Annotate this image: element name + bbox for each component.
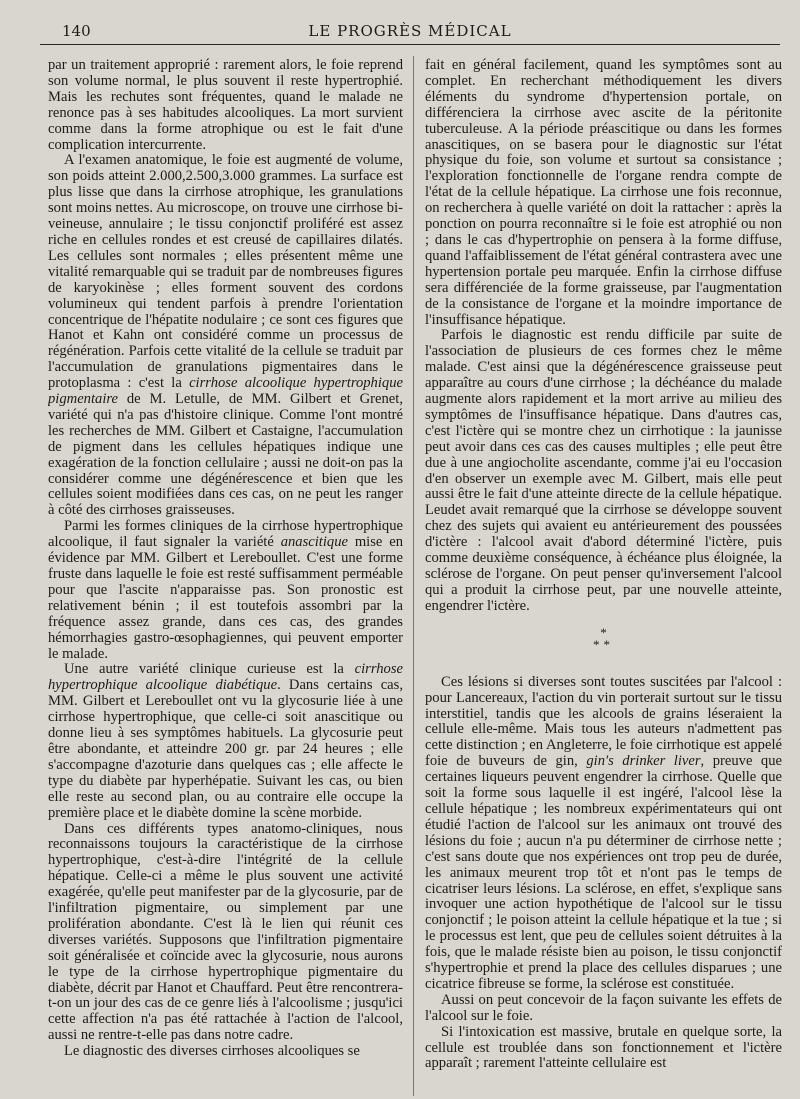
column-divider <box>413 56 414 1096</box>
text-run: , preuve que certaines liqueurs peuvent engendrer la cirrhose. Quelle que soit la forme sous laquelle il est ingéré, l'alcool lèse la cellule hépatique ; les nombreux expérimentateurs qui ont étudié l'action de l'alcool sur les animaux ont trouvé des lésions du foie ; aucun n'a pu déterminer de cirrhose nette ; c'est sans doute que nos expériences ont trop peu de durée, les animaux meurent trop tôt et n'ont pas le temps de cicatriser leurs lésions. La sclérose, en effet, s'explique sans invoquer une action hypothétique de l'alcool sur le tissu conjonctif ; le poison atteint la cellule hépatique et la tue ; si le processus est lent, que peu de cellules soient détruites à la fois, que le malade résiste bien au poison, le tissu conjonctif s'hypertrophie et prend la place des cellules disparues ; une cicatrice fibreuse se forme, la sclérose est constituée. <box>425 753 782 992</box>
paragraph: fait en général facilement, quand les symptômes sont au complet. En recherchant méthodiquement les divers éléments du syndrome d'hypertension portale, on différenciera la cirrhose avec ascite de la péritonite tuberculeuse. A la période préascitique ou dans les formes anascitiques, on se basera pour le diagnostic sur l'état physique du foie, son volume et surtout sa consistance ; l'exploration fonctionnelle de l'organe rendra compte de l'état de la cellule hépatique. La cirrhose une fois reconnue, on recherchera à quelle variété on doit la rattacher : après la ponction on pourra reconnaître si le foie est atrophié ou non ; dans le cas d'hypertrophie on pensera à la forme diffuse, quand l'affaiblissement de l'état général contrastera avec une hypertension portale peu marquée. Enfin la cirrhose diffuse sera différenciée de la forme graisseuse, par l'augmentation de la consistance de l'organe et la moindre importance de l'insuffisance hépatique. <box>425 58 782 328</box>
italic-term: anascitique <box>280 534 348 551</box>
right-column <box>425 58 782 1088</box>
text-run: Parmi les formes cliniques de la cirrhose hypertrophique alcoolique, il faut signaler la variété <box>48 518 403 551</box>
text-run: Une autre variété clinique curieuse est la <box>64 661 355 678</box>
paragraph: Aussi on peut concevoir de la façon suivante les effets de l'alcool sur le foie. <box>425 991 782 1024</box>
paragraph <box>48 662 403 821</box>
text-run: A l'examen anatomique, le foie est augmenté de volume, son poids atteint 2.000,2.500,3.000 grammes. La surface est plus lisse que dans la cirrhose atrophique, les granulations sont moins nettes. Au microscope, on trouve une cirrhose bi-veineuse, annulaire ; le tissu conjonctif proliféré est assez riche en cellules rondes et est creusé de capillaires dilatés. Les cellules sont normales ; elles présentent même une vitalité remarquable qui se traduit par de nombreuses figures de karyokinèse ; elles forment souvent des cordons volumineux qui tendent parfois à prendre l'orientation concentrique de l'hépatite nodulaire ; ce sont ces figures que Hanot et Kahn ont considéré comme un processus de régénération. Parfois cette vitalité de la cellule se traduit par l'accumulation de granulations pigmentaires dans le protoplasma : c'est la <box>48 152 403 392</box>
italic-term: cirrhose alcoolique hypertrophique pigmentaire <box>48 375 403 408</box>
text-run: de M. Letulle, de MM. Gilbert et Grenet, variété qui n'a pas d'histoire clinique. Comme l'ont montré les recherches de MM. Gilbert et Castaigne, l'accumulation de pigment dans les cellules hépatiques indique une exagération de la fonction cellulaire ; aussi ne doit-on pas la considérer comme une dégénérescence et bien que les cellules soient modifiées dans ces cas, on ne peut les ranger à côté des cirrhoses graisseuses. <box>48 391 403 519</box>
text-run: Ces lésions si diverses sont toutes suscitées par l'alcool : pour Lancereaux, l'action du vin porterait surtout sur le tissu interstitiel, tandis que les alcools de grains léseraient la cellule elle-même. Mais tous les auteurs n'admettent pas cette distinction ; en Angleterre, le foie cirrhotique est appelé foie de buveurs de gin, <box>425 673 782 770</box>
paragraph: par un traitement approprié : rarement alors, le foie reprend son volume normal, le plus souvent il reste hypertrophié. Mais les rechutes sont fréquentes, quand le malade ne renonce pas à ses habitudes alcooliques. La mort survient comme dans la forme atrophique ou est le fait d'une complication intercurrente. <box>48 58 403 153</box>
paragraph: Dans ces différents types anatomo-cliniques, nous reconnaissons toujours la caractéristique de la cirrhose hypertrophique, c'est-à-dire l'intégrité de la cellule hépatique. Celle-ci a même le plus souvent une activité exagérée, qu'elle peut manifester par de la glycosurie, par de l'infiltration pigmentaire, ou simplement par une prolifération abondante. C'est là le lien qui réunit ces diverses variétés. Supposons que l'infiltration pigmentaire soit généralisée et coïncide avec la glycosurie, nous aurons le type de la cirrhose hypertrophique pigmentaire du diabète, décrit par Hanot et Chauffard. Peut être rencontrera-t-on un jour des cas de ce genre liés à l'alcoolisme ; jusqu'ici cette affection n'a pas été rattachée à l'action de l'alcool, aussi ne rentre-t-elle pas dans notre cadre. <box>48 820 403 1044</box>
page-header <box>40 18 780 45</box>
text-run: . Dans certains cas, MM. Gilbert et Lereboullet ont vu la glycosurie liée à une cirrhose hypertrophique, que celle-ci soit anascitique ou donne lieu à ses symptômes habituels. La glycosurie peut être abondante, et atteindre 200 gr. par 24 heures ; elle s'accompagne d'azoturie dans quelques cas ; elle affecte le type du diabète par hyperhépatie. Suivant les cas, ou bien elle reste au second plan, ou au contraire elle occupe la première place et le diabète domine la scène morbide. <box>48 677 403 821</box>
asterism-top: * <box>600 624 607 640</box>
section-asterism <box>425 624 782 652</box>
paragraph: Parfois le diagnostic est rendu difficile par suite de l'association de plusieurs de ces formes chez le même malade. C'est ainsi que la dégénérescence graisseuse peut apparaître au cours d'une cirrhose ; la déchéance du malade augmente alors rapidement et la mort arrive au milieu des symptômes de l'insuffisance hépatique. Dans d'autres cas, c'est l'ictère qui se montre chez un cirrhotique : la jaunisse peut avoir dans ces cas des causes multiples ; elle peut être due à une angiocholite ascendante, comme j'ai eu l'occasion d'en observer un exemple avec M. Gilbert, mais elle peut aussi être le fait d'une atteinte directe de la cellule hépatique. Leudet avait remarqué que la cirrhose se développe souvent chez des sujets qui avaient eu antérieurement des poussées d'ictère : l'alcool avait d'abord déterminé l'ictère, puis comme deuxième conséquence, à échéance plus éloignée, la sclérose de l'organe. On peut penser qu'inversement l'alcool qui a produit la cirrhose peut, par une nouvelle atteinte, engendrer l'ictère. <box>425 327 782 614</box>
asterism-bottom: ** <box>593 636 614 652</box>
italic-term: cirrhose hypertrophique alcoolique diabétique <box>48 661 403 694</box>
paragraph: Le diagnostic des diverses cirrhoses alcooliques se <box>64 1043 360 1060</box>
paragraph <box>425 675 782 993</box>
paragraph: Si l'intoxication est massive, brutale en quelque sorte, la cellule est troublée dans son fonctionnement et l'ictère apparaît ; rarement l'atteinte cellulaire est <box>425 1023 782 1072</box>
paragraph <box>48 153 403 519</box>
paragraph <box>48 519 403 662</box>
left-column <box>48 58 403 1088</box>
running-title: LE PROGRÈS MÉDICAL <box>308 22 512 40</box>
text-run: mise en évidence par MM. Gilbert et Lereboullet. C'est une forme fruste dans laquelle le foie est resté suffisamment perméable pour que l'ascite n'apparaisse pas. Son pronostic est relativement bénin ; il est toutefois assombri par la fréquence assez grande, dans ces cas, des grandes hémorrhagies gastro-œsophagiennes, qui peuvent emporter le malade. <box>48 534 403 662</box>
page-number: 140 <box>62 22 91 40</box>
italic-term: gin's drinker liver <box>586 753 701 770</box>
